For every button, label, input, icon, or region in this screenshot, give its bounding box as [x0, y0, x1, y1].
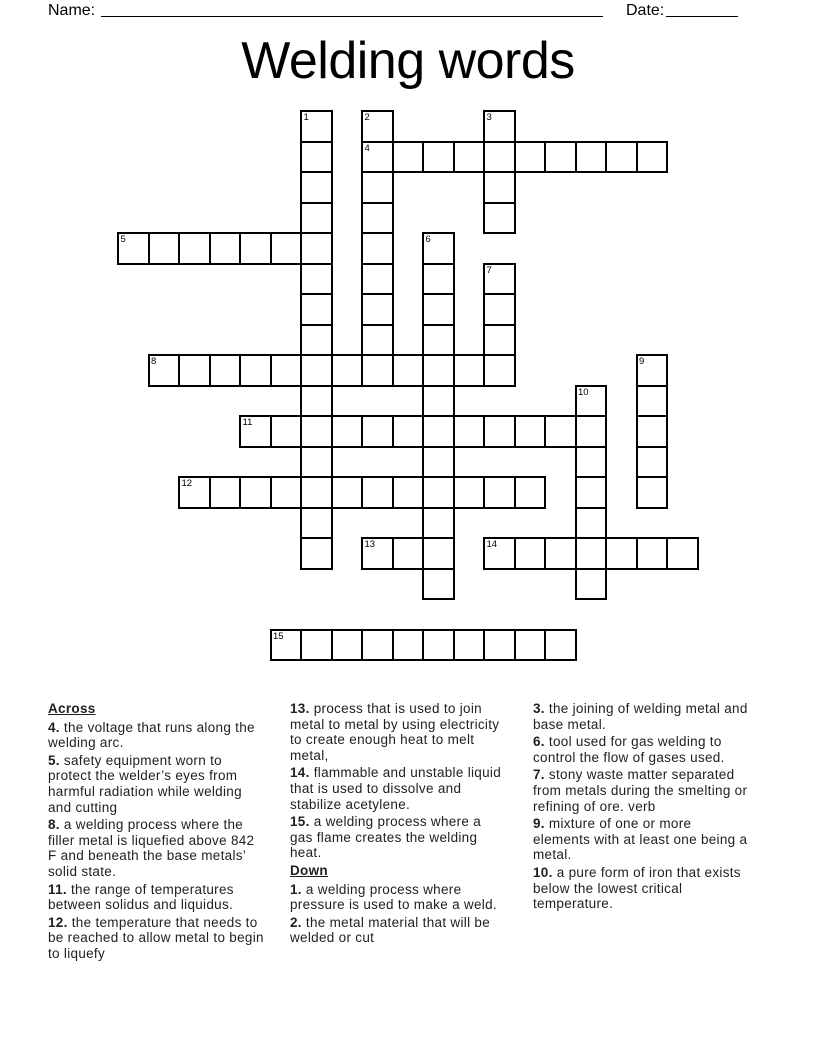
grid-cell[interactable]: [453, 141, 486, 174]
grid-cell[interactable]: [331, 476, 364, 509]
grid-cell[interactable]: [209, 354, 242, 387]
clue-across-13: 13. process that is used to join metal to metal by using electricity to create enough heat to melt metal,: [290, 701, 500, 763]
grid-cell[interactable]: [453, 476, 486, 509]
grid-cell[interactable]: [514, 476, 547, 509]
grid-cell[interactable]: [422, 507, 455, 540]
grid-cell[interactable]: [575, 507, 608, 540]
clue-number: 7.: [533, 767, 545, 783]
clue-down-2: 2. the metal material that will be welded or cut: [290, 914, 491, 946]
clue-number: 6.: [533, 734, 545, 750]
grid-cell[interactable]: [300, 537, 333, 570]
grid-cell[interactable]: [392, 629, 425, 662]
cell-number-2: 2: [364, 112, 370, 123]
clue-number: 14.: [290, 765, 310, 781]
grid-cell[interactable]: [636, 476, 669, 509]
grid-cell[interactable]: [300, 324, 333, 357]
grid-cell[interactable]: [422, 537, 455, 570]
grid-cell-2[interactable]: [361, 110, 394, 143]
cell-number-15: 15: [273, 630, 284, 642]
grid-cell[interactable]: [361, 629, 394, 662]
grid-cell-1[interactable]: [300, 110, 333, 143]
grid-cell[interactable]: [422, 263, 455, 296]
grid-cell[interactable]: [239, 232, 272, 265]
grid-cell[interactable]: [239, 354, 272, 387]
grid-cell[interactable]: [483, 354, 516, 387]
grid-cell[interactable]: [178, 354, 211, 387]
grid-cell[interactable]: [361, 354, 394, 387]
grid-cell[interactable]: [575, 568, 608, 601]
grid-cell[interactable]: [483, 141, 516, 174]
grid-cell[interactable]: [300, 415, 333, 448]
grid-cell[interactable]: [483, 415, 516, 448]
grid-cell-3[interactable]: [483, 110, 516, 143]
grid-cell-12[interactable]: [178, 476, 211, 509]
grid-cell[interactable]: [331, 629, 364, 662]
grid-cell[interactable]: [636, 446, 669, 479]
grid-cell[interactable]: [575, 141, 608, 174]
grid-cell[interactable]: [300, 354, 333, 387]
grid-cell[interactable]: [544, 537, 577, 570]
grid-cell[interactable]: [300, 141, 333, 174]
grid-cell[interactable]: [544, 141, 577, 174]
clue-number: 8.: [48, 817, 60, 833]
grid-cell[interactable]: [483, 171, 516, 204]
clue-number: 4.: [48, 719, 60, 735]
clue-across-15: 15. a welding process where a gas flame creates the welding heat.: [290, 814, 482, 861]
grid-cell[interactable]: [422, 293, 455, 326]
grid-cell[interactable]: [300, 202, 333, 235]
grid-cell-13[interactable]: [361, 537, 394, 570]
clue-number: 9.: [533, 816, 545, 832]
clues-heading-across: Across: [48, 701, 96, 716]
name-blank-line[interactable]: [101, 2, 603, 17]
grid-cell[interactable]: [392, 476, 425, 509]
grid-cell[interactable]: [300, 263, 333, 296]
grid-cell[interactable]: [270, 232, 303, 265]
grid-cell[interactable]: [300, 507, 333, 540]
cell-number-13: 13: [364, 539, 376, 550]
name-label: Name:: [48, 2, 96, 19]
clues-column-2: [290, 701, 506, 948]
grid-cell[interactable]: [605, 141, 638, 174]
grid-cell[interactable]: [270, 415, 303, 448]
clues-heading-down: Down: [290, 862, 328, 878]
grid-cell[interactable]: [483, 476, 516, 509]
grid-cell[interactable]: [392, 354, 425, 387]
page-title: Welding words: [241, 32, 575, 90]
cell-number-3: 3: [486, 112, 492, 123]
grid-cell[interactable]: [636, 537, 669, 570]
clue-down-10: 10. a pure form of iron that exists below the lowest critical temperature.: [533, 864, 741, 912]
cell-number-4: 4: [364, 142, 370, 154]
grid-cell[interactable]: [575, 415, 608, 448]
cell-number-1: 1: [303, 112, 309, 123]
grid-cell[interactable]: [666, 537, 699, 570]
grid-cell[interactable]: [361, 415, 394, 448]
grid-cell-5[interactable]: [117, 232, 150, 265]
grid-cell[interactable]: [239, 476, 272, 509]
grid-cell-11[interactable]: [239, 415, 272, 448]
grid-cell[interactable]: [514, 537, 547, 570]
grid-cell[interactable]: [331, 354, 364, 387]
clue-number: 12.: [48, 914, 68, 930]
grid-cell[interactable]: [300, 629, 333, 662]
grid-cell[interactable]: [453, 415, 486, 448]
grid-cell[interactable]: [575, 446, 608, 479]
grid-cell-9[interactable]: [636, 354, 669, 387]
grid-cell-4[interactable]: [361, 141, 394, 174]
grid-cell[interactable]: [514, 629, 547, 662]
clue-down-7: 7. stony waste matter separated from metals during the smelting or refining of ore. verb: [533, 767, 748, 814]
cell-number-11: 11: [242, 417, 253, 428]
grid-cell[interactable]: [361, 476, 394, 509]
grid-cell[interactable]: [422, 324, 455, 357]
grid-cell[interactable]: [270, 354, 303, 387]
grid-cell[interactable]: [453, 354, 486, 387]
date-blank-line[interactable]: [666, 2, 738, 17]
grid-cell[interactable]: [636, 141, 669, 174]
clue-number: 15.: [290, 814, 310, 830]
cell-number-6: 6: [425, 234, 431, 245]
grid-cell[interactable]: [514, 141, 547, 174]
grid-cell[interactable]: [544, 415, 577, 448]
grid-cell[interactable]: [483, 324, 516, 357]
date-label: Date:: [626, 2, 665, 19]
grid-cell[interactable]: [422, 415, 455, 448]
clue-number: 5.: [48, 752, 60, 768]
grid-cell[interactable]: [300, 232, 333, 265]
grid-cell[interactable]: [300, 293, 333, 326]
clue-across-4: 4. the voltage that runs along the welding arc.: [48, 719, 255, 751]
grid-cell[interactable]: [331, 415, 364, 448]
cell-number-12: 12: [181, 478, 193, 489]
grid-cell[interactable]: [178, 232, 211, 265]
cell-number-7: 7: [486, 264, 492, 276]
clue-down-9: 9. mixture of one or more elements with at least one being a metal.: [533, 816, 748, 863]
grid-cell-14[interactable]: [483, 537, 516, 570]
grid-cell[interactable]: [453, 629, 486, 662]
cell-number-9: 9: [639, 356, 645, 367]
clue-number: 10.: [533, 864, 553, 880]
grid-cell[interactable]: [209, 476, 242, 509]
grid-cell[interactable]: [392, 141, 425, 174]
cell-number-14: 14: [486, 539, 498, 550]
grid-cell[interactable]: [483, 202, 516, 235]
grid-cell-10[interactable]: [575, 385, 608, 418]
grid-cell[interactable]: [361, 232, 394, 265]
grid-cell[interactable]: [392, 415, 425, 448]
grid-cell[interactable]: [148, 232, 181, 265]
grid-cell[interactable]: [636, 385, 669, 418]
grid-cell-8[interactable]: [148, 354, 181, 387]
crossword-grid: [117, 110, 699, 660]
grid-cell[interactable]: [422, 354, 455, 387]
cell-number-5: 5: [120, 234, 126, 245]
grid-cell[interactable]: [514, 415, 547, 448]
clue-across-11: 11. the range of temperatures between solidus and liquidus.: [48, 881, 234, 913]
grid-cell[interactable]: [422, 476, 455, 509]
grid-cell[interactable]: [575, 476, 608, 509]
grid-cell[interactable]: [300, 171, 333, 204]
grid-cell-7[interactable]: [483, 263, 516, 296]
grid-cell[interactable]: [361, 171, 394, 204]
grid-cell[interactable]: [300, 446, 333, 479]
grid-cell[interactable]: [422, 385, 455, 418]
grid-cell[interactable]: [361, 202, 394, 235]
cell-number-8: 8: [151, 356, 157, 367]
grid-cell[interactable]: [361, 293, 394, 326]
grid-cell[interactable]: [361, 263, 394, 296]
clue-across-12: 12. the temperature that needs to be reached to allow metal to begin to liquefy: [48, 914, 264, 961]
grid-cell[interactable]: [300, 385, 333, 418]
clues-column-1: [48, 701, 264, 964]
clue-number: 1.: [290, 881, 302, 897]
grid-cell[interactable]: [575, 537, 608, 570]
grid-cell[interactable]: [361, 324, 394, 357]
clue-down-6: 6. tool used for gas welding to control the flow of gases used.: [533, 734, 725, 765]
clue-number: 11.: [48, 881, 67, 897]
grid-cell-6[interactable]: [422, 232, 455, 265]
grid-cell[interactable]: [300, 476, 333, 509]
clue-across-14: 14. flammable and unstable liquid that is used to dissolve and stabilize acetylene.: [290, 765, 502, 812]
grid-cell[interactable]: [544, 629, 577, 662]
grid-cell[interactable]: [422, 141, 455, 174]
clue-down-1: 1. a welding process where pressure is used to make a weld.: [290, 881, 497, 913]
grid-cell[interactable]: [483, 293, 516, 326]
cell-number-10: 10: [578, 386, 589, 398]
grid-cell[interactable]: [209, 232, 242, 265]
clue-down-3: 3. the joining of welding metal and base metal.: [533, 701, 748, 732]
clue-across-5: 5. safety equipment worn to protect the welder’s eyes from harmful radiation while welding and cutting: [48, 752, 242, 815]
clue-number: 2.: [290, 914, 302, 930]
grid-cell[interactable]: [636, 415, 669, 448]
grid-cell[interactable]: [422, 629, 455, 662]
grid-cell[interactable]: [422, 446, 455, 479]
clue-across-8: 8. a welding process where the filler metal is liquefied above 842 F and beneath the base metals’ solid state.: [48, 817, 255, 879]
grid-cell[interactable]: [392, 537, 425, 570]
clue-number: 13.: [290, 701, 310, 716]
clues-column-3: [533, 701, 749, 914]
grid-cell[interactable]: [605, 537, 638, 570]
grid-cell[interactable]: [483, 629, 516, 662]
grid-cell-15[interactable]: [270, 629, 303, 662]
clue-number: 3.: [533, 701, 545, 716]
grid-cell[interactable]: [270, 476, 303, 509]
grid-cell[interactable]: [422, 568, 455, 601]
